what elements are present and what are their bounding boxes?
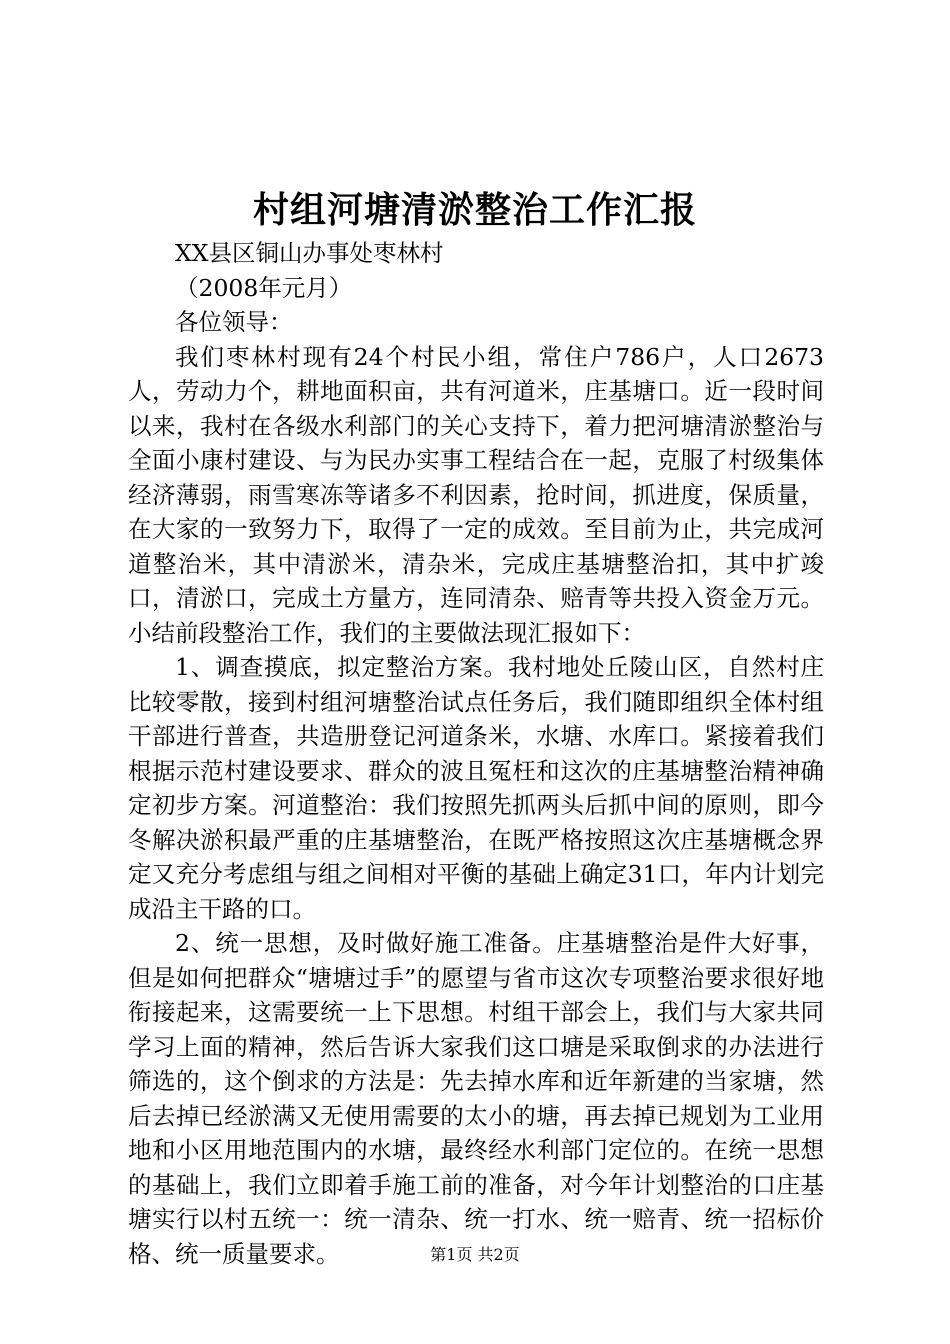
page-footer: 第1页 共2页 (430, 1245, 520, 1264)
paragraph: 1、调查摸底，拟定整治方案。我村地处丘陵山区，自然村庄比较零散，接到村组河塘整治试点任务后，我们随即组织全体村组干部进行普查，共造册登记河道条米，水塘、水库口。紧接着我们根据示范村建设要求、群众的波且冤枉和这次的庄基塘整治精神确定初步方案。河道整治：我们按照先抓两头后抓中间的原则，即今冬解决淤积最严重的庄基塘整治，在既严格按照这次庄基塘概念界定又充分考虑组与组之间相对平衡的基础上确定31口，年内计划完成沿主干路的口。 (128, 653, 824, 923)
paragraph: 2、统一思想，及时做好施工准备。庄基塘整治是件大好事，但是如何把群众“塘塘过手”的愿望与省市这次专项整治要求很好地衔接起来，这需要统一上下思想。村组干部会上，我们与大家共同学习上面的精神，然后告诉大家我们这口塘是采取倒求的办法进行筛选的，这个倒求的方法是：先去掉水库和近年新建的当家塘，然后去掉已经淤满又无使用需要的太小的塘，再去掉已规划为工业用地和小区用地范围内的水塘，最终经水利部门定位的。在统一思想的基础上，我们立即着手施工前的准备，对今年计划整治的口庄基塘实行以村五统一：统一清杂、统一打水、统一赔青、统一招标价格、统一质量要求。 (128, 929, 824, 1268)
document-body (128, 236, 824, 1271)
date-line: （2008年元月） (175, 273, 353, 302)
byline: XX县区铜山办事处枣林村 (175, 239, 444, 267)
salutation: 各位领导： (175, 308, 293, 336)
paragraph: 我们枣林村现有24个村民小组，常住户786户，人口2673人，劳动力个，耕地面积亩，共有河道米，庄基塘口。近一段时间以来，我村在各级水利部门的关心支持下，着力把河塘清淤整治与全面小康村建设、与为民办实事工程结合在一起，克服了村级集体经济薄弱，雨雪寒冻等诸多不利因素，抢时间，抓进度，保质量，在大家的一致努力下，取得了一定的成效。至目前为止，共完成河道整治米，其中清淤米，清杂米，完成庄基塘整治扣，其中扩竣口，清淤口，完成土方量方，连同清杂、赔青等共投入资金万元。小结前段整治工作，我们的主要做法现汇报如下： (128, 342, 824, 647)
document-title: 村组河塘清淤整治工作汇报 (252, 189, 697, 231)
